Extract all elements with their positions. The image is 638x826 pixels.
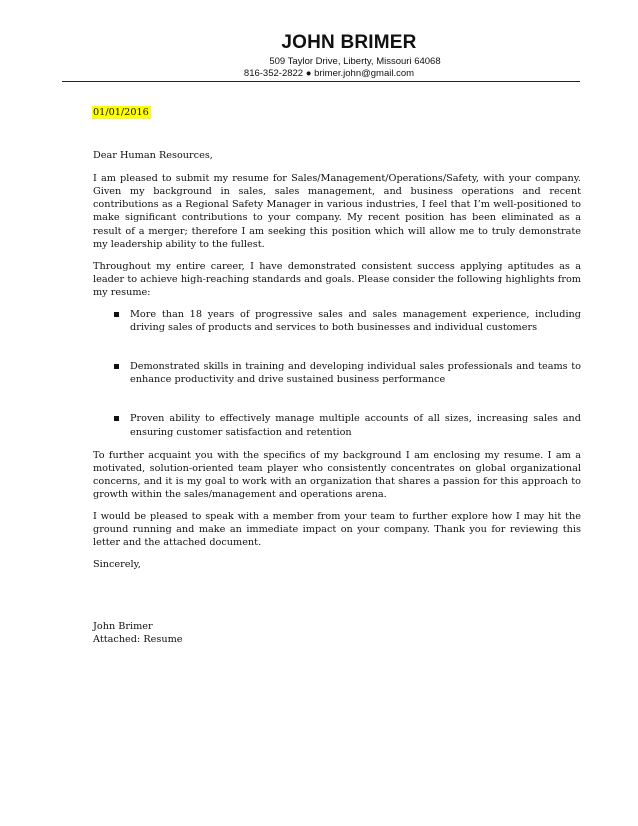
letter-body (93, 106, 581, 647)
square-bullet-icon (114, 364, 119, 369)
attachment-note: Attached: Resume (93, 634, 183, 646)
list-item (93, 308, 581, 334)
square-bullet-icon (114, 416, 119, 421)
highlights-list (93, 308, 581, 439)
street-address: 509 Taylor Drive, Liberty, Missouri 64068 (269, 56, 441, 67)
square-bullet-icon (114, 312, 119, 317)
signature-space (93, 580, 581, 620)
signature-name: John Brimer (93, 621, 153, 633)
letter-date: 01/01/2016 (93, 107, 149, 118)
highlight-text: More than 18 years of progressive sales and sales management experience, including driving sales of products and services to both businesses and individual customers (130, 309, 581, 334)
intro-paragraph: I am pleased to submit my resume for Sales/Management/Operations/Safety, with your company. Given my background in sales, sales management, and business operations and recent contributions as a Regional Safety Manager in various industries, I feel that I’m well-positioned to make significant contributions to your company. My recent position has been eliminated as a result of a merger; therefore I am seeking this position which will allow me to truly demonstrate my leadership ability to the fullest. (93, 173, 581, 250)
email-address: brimer.john@gmail.com (314, 68, 415, 79)
header-divider (62, 81, 580, 82)
list-item (93, 412, 581, 438)
highlight-text: Demonstrated skills in training and developing individual sales professionals and teams to enhance productivity and drive sustained business performance (130, 361, 581, 386)
phone-number: 816-352-2822 (243, 68, 304, 79)
highlight-text: Proven ability to effectively manage multiple accounts of all sizes, increasing sales and ensuring customer satisfaction and retention (130, 413, 581, 438)
greeting: Dear Human Resources, (93, 150, 213, 162)
separator-dot: ● (305, 68, 312, 79)
list-item (93, 360, 581, 386)
closing-salutation: Sincerely, (93, 559, 141, 571)
closing-paragraph: I would be pleased to speak with a member from your team to further explore how I may hit the ground running and make an immediate impact on your company. Thank you for reviewing this letter and the attached document. (93, 510, 581, 549)
contact-line (0, 68, 638, 80)
background-paragraph: To further acquaint you with the specifics of my background I am enclosing my resume. I am a motivated, solution-oriented team player who consistently concentrates on global organizational concerns, and it is my goal to work with an organization that shares a passion for this approach to growth within the sales/management and operations arena. (93, 449, 581, 500)
applicant-name: JOHN BRIMER (281, 32, 417, 53)
career-paragraph: Throughout my entire career, I have demonstrated consistent success applying aptitudes as a leader to achieve high-reaching standards and goals. Please consider the following highlights from my resume: (93, 260, 581, 298)
